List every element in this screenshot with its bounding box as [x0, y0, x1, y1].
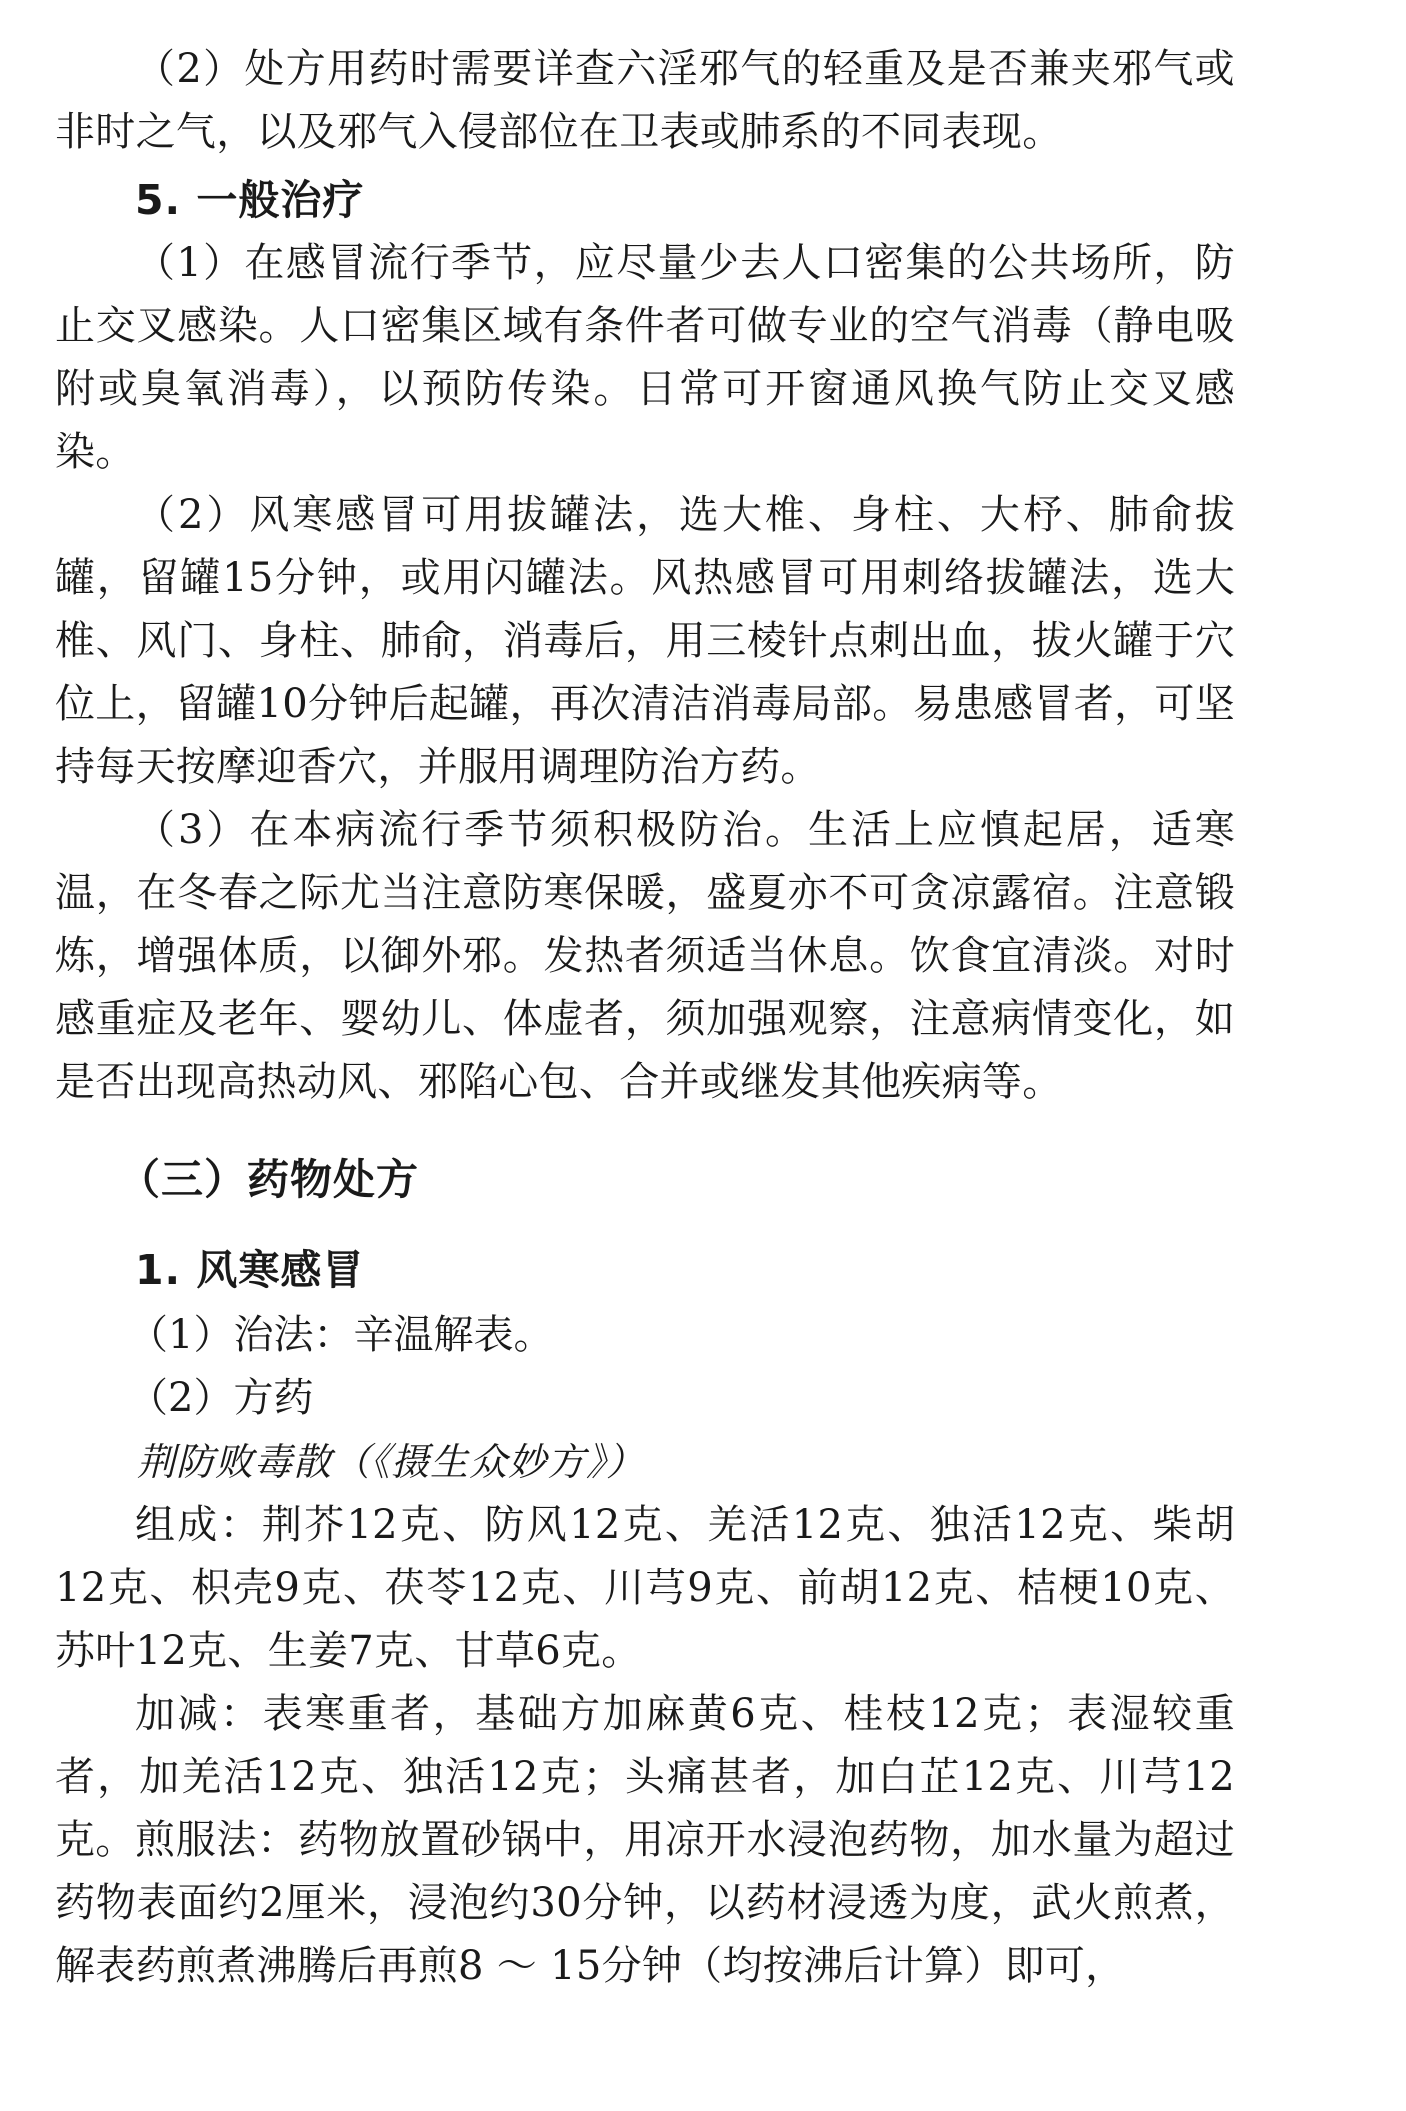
paragraph-prescription-note: （2）处方用药时需要详查六淫邪气的轻重及是否兼夹邪气或非时之气，以及邪气入侵部位在卫表或肺系的不同表现。: [55, 46, 1235, 155]
prescription-label: （2）方药: [128, 1375, 314, 1421]
heading-wind-cold: 1. 风寒感冒: [135, 1246, 365, 1294]
formula-modification: 加减：表寒重者，基础方加麻黄6克、桂枝12克；表湿较重者，加羌活12克、独活12克；头痛甚者，加白芷12克、川芎12克。: [55, 1691, 1235, 1863]
paragraph-general-3: （3）在本病流行季节须积极防治。生活上应慎起居，适寒温，在冬春之际尤当注意防寒保暖，盛夏亦不可贪凉露宿。注意锻炼，增强体质，以御外邪。发热者须适当休息。饮食宜清淡。对时感重症及老年、婴幼儿、体虚者，须加强观察，注意病情变化，如是否出现高热动风、邪陷心包、合并或继发其他疾病等。: [55, 807, 1235, 1105]
formula-name: 荆防败毒散（《摄生众妙方》）: [137, 1440, 646, 1484]
formula-composition: 组成：荆芥12克、防风12克、羌活12克、独活12克、柴胡12克、枳壳9克、茯苓12克、川芎9克、前胡12克、桔梗10克、苏叶12克、生姜7克、甘草6克。: [55, 1502, 1235, 1674]
treatment-method: （1）治法：辛温解表。: [128, 1312, 554, 1358]
heading-section-3: （三）药物处方: [118, 1155, 420, 1204]
paragraph-general-1: （1）在感冒流行季节，应尽量少去人口密集的公共场所，防止交叉感染。人口密集区域有条件者可做专业的空气消毒（静电吸附或臭氧消毒），以预防传染。日常可开窗通风换气防止交叉感染。: [55, 240, 1235, 475]
paragraph-general-2: （2）风寒感冒可用拔罐法，选大椎、身柱、大杼、肺俞拔罐，留罐15分钟，或用闪罐法。风热感冒可用刺络拔罐法，选大椎、风门、身柱、肺俞，消毒后，用三棱针点刺出血，拔火罐于穴位上，留罐10分钟后起罐，再次清洁消毒局部。易患感冒者，可坚持每天按摩迎香穴，并服用调理防治方药。: [55, 492, 1235, 790]
decoction-method: 煎服法：药物放置砂锅中，用凉开水浸泡药物，加水量为超过药物表面约2厘米，浸泡约30分钟，以药材浸透为度，武火煎煮，解表药煎煮沸腾后再煎8 ～ 15分钟（均按沸后计算）即可，: [55, 1817, 1235, 1989]
heading-general-treatment: 5. 一般治疗: [135, 176, 365, 224]
